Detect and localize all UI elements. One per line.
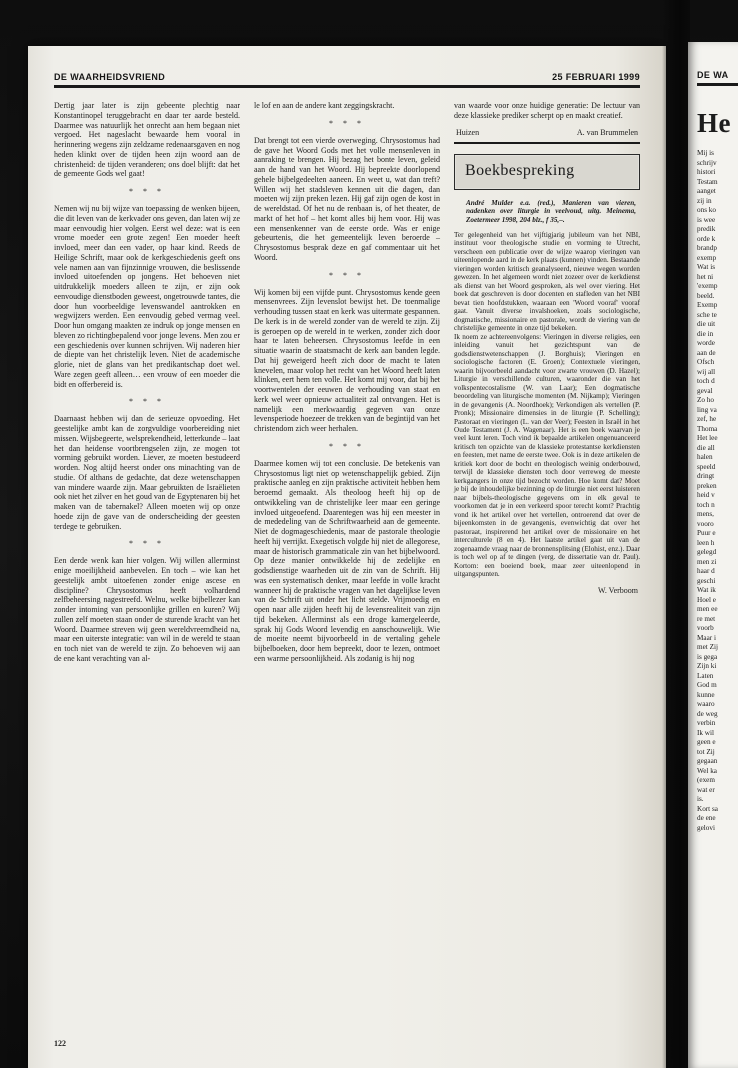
next-page-header-rule [697, 83, 738, 86]
section-separator: * * * [329, 441, 365, 451]
text-fragment: Het lee [697, 434, 718, 442]
paragraph: Dertig jaar later is zijn gebeente plechtig naar Konstantinopel teruggebracht en daar ter aarde besteld. Daarmee was natuurlijk het onrecht aan hem begaan niet vergoed. Het nageslacht bewaarde hem vooral in herinnering wegens zijn zeldzame redenaarsgaven en nog heden klinkt over de tijden heen zijn woord aan de christenheid: de tijden veranderen; ons doel blijft: dat het de gemeente Gods wel gaat! [54, 101, 240, 179]
paragraph: Wij komen bij een vijfde punt. Chrysostomus kende geen mensenvrees. Zijn levenslot bewijst het. De toenmalige verhouding tussen staat en kerk was uitermate gespannen. De kerk is in de wereld zonder van de wereld te zijn. Zij is geroepen op de wereld in te werken, zonder zich door haar te laten beheersen. Chrysostomus leefde in een situatie waarin de staatsmacht de kerk aan banden legde. Dat hij geweigerd heeft zich door de macht te laten knevelen, maar volop het recht van het Woord heeft laten klinken, eert hem ten volle. Het komt mij voor, dat bij het voortwentelen der eeuwen de verhouding van staat en kerk wel weer opnieuw actualiteit zal ontvangen. Het is namelijk een merkwaardig gegeven van onze levensperiode hoezeer de trekken van de begintijd van het christendom zich weer herhalen. [254, 287, 440, 433]
text-fragment: Hoel e [697, 595, 716, 604]
text-fragment: Exemp [697, 301, 718, 309]
text-fragment: Wat is [697, 263, 715, 271]
page-number: 122 [54, 1039, 66, 1048]
text-fragment: Mij is [697, 149, 714, 157]
text-fragment: histori [697, 168, 716, 176]
text-fragment: zij in [697, 196, 712, 205]
text-fragment: verbin [697, 719, 716, 727]
text-fragment: dringt [697, 472, 715, 480]
signature-line [456, 586, 638, 595]
text-fragment: is wee [697, 215, 716, 224]
text-fragment: is. [697, 795, 704, 803]
text-fragment: kunne [697, 690, 715, 699]
text-fragment: preken [697, 481, 717, 490]
text-fragment: Kort sa [697, 804, 718, 813]
issue-date: 25 FEBRUARI 1999 [552, 72, 640, 82]
book-citation: André Mulder e.a. (red.), Manieren van vieren, nadenken over liturgie in veelvoud, uitg. Meinema, Zoetermeer 1998, 204 blz., f 35,–. [466, 198, 636, 225]
signature-author: W. Verboom [598, 585, 638, 595]
text-fragment: (exem [697, 776, 715, 784]
text-fragment: sche te [697, 310, 717, 319]
text-fragment: geen e [697, 738, 716, 746]
text-fragment: gelovi [697, 823, 715, 832]
text-fragment: brandp [697, 244, 717, 252]
magazine-page [28, 46, 666, 1068]
text-fragment: voorb [697, 624, 714, 632]
text-fragment: beeld. [697, 291, 715, 300]
text-column-2 [254, 101, 440, 997]
paragraph: Ik noem ze achtereenvolgens: Vieringen in diverse religies, een inleiding vanuit het gezichtspunt van de godsdienstwetenschappen (J. Borghuis); Vieringen en sociologische factoren (E. Groen); Contextuele vieringen, waarin bijvoorbeeld aandacht voor zwarte vrouwen (D. Hazel); Liturgie in verschillende culturen, waaronder die van het volkspentecostalisme (W. van Laar); Een dogmatische beoordeling van liturgische momenten (M. Nijkamp); Vieringen in de gevangenis (A. Noordhoek); Verkondigen als vertellen (P. Pronk); Missionaire dimensies in de liturgie (P. Schelling); Pastoraat en vieringen (L. van der Veer); Feesten in Israël in het Oude Testament (J. A. Wagenaar). Het is een boek waarvan je veel kunt leren. Toch vind ik bepaalde artikelen ongenuanceerd kritisch ten opzichte van de klassieke protestantse kerkdiensten en feesten, met name de eerste twee. Ook is in deze artikelen de kritiek kort door de bocht en theologisch weinig onderbouwd, terwijl de klassieke diensten toch door verreweg de meeste kerkgangers in onze tijd bezocht worden. Hoe komt dat? Moet je bij de inhoudelijke bezinning op de liturgie niet eerst luisteren naar bijbels-theologische gegevens om in elk geval te voorkomen dat je in een verkeerd spoor terecht komt? Prachtig vond ik het artikel over het vertellen, ontroerend dat over de bijeenkomsten in de gevangenis, evenwichtig dat over het pastoraat, inspirerend het artikel over de missionaire en het interculturele (8 en 4). Het laatste artikel gaat uit van de zogenaamde vraag naar de bronnensplitsing (Elohist, enz.). Daar is toch wel op af te dingen (verg. de dissertatie van dr. Paul). Kortom: een boeiend boek, maar zeer uiteenlopend in uitgangspunten. [454, 332, 640, 579]
text-fragment: Zijn ki [697, 662, 717, 670]
text-fragment: gegaan [697, 757, 718, 765]
text-fragment: ling va [697, 405, 717, 414]
signature-place: Huizen [456, 127, 480, 137]
text-fragment: die all [697, 443, 715, 452]
text-fragment: leen h [697, 538, 715, 547]
paragraph: Dat brengt tot een vierde overweging. Chrysostomus had de gave het Woord Gods met het volle mensenleven in aanraking te brengen. Hij bezag het bonte leven, geleid aan de hand van het Woord. Hij bepreekte doorlopend gehele bijbelgedeelten aaneen. En weet u, wat dan treft? Willen wij het stadsleven kennen uit die dagen, dan moeten wij zijn preken lezen. Hij gaf zijn ogen de kost in de wereldstad. Of het nu de renbaan is, of het theater, de markt of het hof – het komt alles bij hem voor. Hij was een mensenkenner van de eerste orde. Was er enige gebeurtenis, die het gemeentelijk leven beroerde – Chrysostomus besprak deze en gaf commentaar uit het Woord. [254, 135, 440, 262]
text-fragment: haar d [697, 567, 715, 575]
signature-line [456, 128, 638, 137]
next-page-text-fragments [697, 149, 738, 833]
next-page-partial [688, 42, 738, 1068]
text-fragment: exemp [697, 253, 717, 262]
paragraph: Nemen wij nu bij wijze van toepassing de wenken bijeen, die dit leven van de kerkvader ons geven, dan laten wij ze maar eenvoudig hier volgen. Eerst wel deze: wat is een vrome moeder een grote zegen! Een moeder heeft invloed, meer dan een vader, op haar kind. Reeds de Heilige Schrift, maar ook de kerkgeschiedenis geeft ons vele namen aan van fijnzinnige vrouwen, die beslissende invloed uitoefenden op jongens. Het behoeven niet uitdrukkelijk moeders alleen te zijn, er zijn ook eenvoudige dienstboden geweest, ongetrouwde tantes, die door hun voorbeeldige levenswandel aantrokken en wegwijzers werden. Een eenvoudig gebed vermag veel. Door hun omgang maakten ze indruk op jonge mensen en bleven zo richtingbepalend voor jonge levens. Men zou er een geschiedenis over kunnen schrijven. Wij naderen hier de diepte van het christelijk leven. Niet de academische glorie, niet de glans van het predikantschap doet wel. Ware zegen geeft alleen… een vrouw of een moeder die bidt en offerbereid is. [54, 204, 240, 389]
column-divider-rule [454, 142, 640, 144]
text-fragment: aanget [697, 187, 716, 195]
section-separator: * * * [129, 187, 165, 196]
text-fragment: het ni [697, 272, 714, 281]
text-fragment: toch n [697, 500, 715, 509]
text-fragment: Ofsch [697, 358, 715, 366]
publication-title: DE WAARHEIDSVRIEND [54, 72, 166, 82]
text-fragment: schrijv [697, 158, 717, 167]
text-fragment: Laten [697, 671, 714, 680]
text-fragment: wat er [697, 785, 715, 794]
publication-title-clipped: DE WA [697, 70, 729, 80]
text-fragment: men ee [697, 605, 718, 613]
text-fragment: Testam [697, 177, 718, 186]
text-fragment: men zi [697, 557, 717, 566]
text-fragment: Ik wil [697, 728, 714, 737]
next-page-header [697, 70, 738, 80]
text-fragment: worde [697, 339, 715, 347]
section-title-boekbespreking: Boekbespreking [454, 154, 640, 190]
text-fragment: tot Zij [697, 747, 715, 756]
text-fragment: de weg [697, 709, 718, 718]
text-fragment: Wat ik [697, 586, 716, 594]
text-fragment: toch d [697, 377, 715, 385]
text-fragment: geval [697, 386, 713, 395]
text-fragment: is gega [697, 652, 718, 661]
section-separator: * * * [129, 397, 165, 407]
paragraph: le lof en aan de andere kant zeggingskracht. [254, 101, 395, 110]
text-fragment: gelegd [697, 548, 717, 556]
text-fragment: Wel ka [697, 766, 717, 775]
text-fragment: die uit [697, 320, 716, 328]
text-fragment: met Zij [697, 643, 718, 651]
text-fragment: God m [697, 681, 717, 689]
paragraph: Daarnaast hebben wij dan de serieuze opvoeding. Het geestelijke ambt kan de zorgvuldige voorbereiding niet missen. Wijsbegeerte, welsprekendheid, letterkunde – laat het dan heidense voortbrengselen zijn, ze mogen tot vorming gebruikt worden. Liever, ze moeten bestudeerd worden. Nog altijd heerst onder ons minachting van de studie. Of althans de gedachte, dat deze wetenschappen van mindere waarde zijn. Maar gebruikten de Israëlieten ook niet het zilver en het goud van de Egyptenaren bij het maken van de tabernakel? Alleen moeten wij op onze hoede zijn de gave van de onderscheiding der geesten terdege te gebruiken. [54, 414, 240, 531]
text-fragment: Thoma [697, 424, 718, 433]
section-separator: * * * [129, 539, 165, 549]
text-fragment: vooro [697, 519, 714, 528]
text-fragment: heid v [697, 491, 715, 499]
text-fragment: speeld [697, 462, 716, 471]
text-fragment: geschi [697, 576, 716, 585]
paragraph: Ter gelegenheid van het vijftigjarig jubileum van het NBI, instituut voor theologische studie en vorming te Utrecht, verscheen een publicatie over de wijze waarop vieringen van uiteenlopende aard in de kerk plaats (kunnen) vinden. Bestaande vieringen worden kritisch geanalyseerd, nieuwe wegen worden gewezen. In het algemeen wordt niet zozeer over de kerkdienst als dienst van het Woord gesproken, als wel over viering. Het boek dat geschreven is door docenten en stafleden van het NBI bevat tien hoofdstukken, waaraan een 'Woord vooraf' vooraf gaat. Vanuit diverse invalshoeken, zoals sociologische, dogmatische, missionaire en pastorale, wordt de viering van de christelijke gemeente in onze tijd bekeken. [454, 230, 640, 333]
signature-author: A. van Brummelen [576, 127, 638, 137]
text-fragment: die in [697, 329, 714, 338]
next-page-article-heading: He [697, 108, 731, 138]
paragraph: Daarmee komen wij tot een conclusie. De betekenis van Chrysostomus ligt niet op wetenschappelijk gebied. Zijn praktische aanleg en zijn praktische activiteit hebben hem beroemd gemaakt. Als theoloog heeft hij op de ontwikkeling van de christelijke leer maar een geringe invloed uitgeoefend. Daarentegen was hij een meester in de mededeling van de Schriftwaarheid aan de gemeente. Niet de dogmageschiedenis, maar de pastorale theologie heeft hij verrijkt. Exegetisch volgde hij niet de allegorese, maar de historisch grammaticale zin van het bijbelwoord. Op deze manier ontwikkelde hij de zedelijke en godsdienstige waarheden uit de zin van de Schrift. Hij was een systematisch denker, maar leefde in volle kracht wanneer hij de praktische vragen van het dagelijkse leven van de Schrift uit onder het licht stelde. Vrijmoedig en open naar alle zijden heeft hij de levensrealiteit van zijn tijd bekeken. Allerminst als een droge kamergeleerde, sprak hij Gods Woord levendig en aanschouwelijk. Wie de moeite neemt bijvoorbeeld in de vertaling gehele bijbelboeken, door hem bepreekt, door te lezen, ontmoet een warme persoonlijkheid. Als zodanig is hij nog [254, 458, 440, 663]
text-fragment: ons ko [697, 206, 716, 214]
text-fragment: 'exemp [697, 282, 718, 290]
header-rule [54, 85, 640, 88]
text-fragment: aan de [697, 348, 716, 357]
text-fragment: de ene [697, 814, 716, 822]
text-column-3 [454, 101, 640, 997]
text-column-1 [54, 101, 240, 997]
paragraph: van waarde voor onze huidige generatie: De lectuur van deze klassieke prediker scherpt op en maakt creatief. [454, 101, 640, 120]
text-fragment: re met [697, 614, 716, 623]
text-fragment: zef, he [697, 415, 717, 423]
text-fragment: Puur e [697, 529, 716, 537]
text-fragment: Maar i [697, 633, 716, 642]
text-fragment: orde k [697, 234, 716, 243]
page-header [54, 72, 640, 82]
paragraph: Een derde wenk kan hier volgen. Wij willen allerminst enige moeilijkheid aanbevelen. En toch – wie kan het geestelijk ambt uitoefenen zonder enige ascese en discipline? Chrysostomus heeft volhardend zelfbeheersing nagestreefd. Welnu, welke bijbellezer kan zonder intoming van persoonlijke grillen en kuren? Wij zullen zelf moeten staan onder de sturende kracht van het Woord. Daarmee streven wij geen wereldvreemdheid na, maar een uiterste integratie: van wil in de wereld te staan en toch niet van de wereld te zijn. Zo behoeven wij aan de ene kant verachting van al- [54, 556, 240, 663]
text-fragment: wij all [697, 367, 716, 376]
section-separator: * * * [329, 270, 365, 280]
text-fragment: halen [697, 453, 713, 461]
text-fragment: waaro [697, 700, 715, 708]
section-separator: * * * [329, 118, 365, 128]
text-fragment: Zo ho [697, 396, 714, 404]
article-columns [54, 101, 640, 997]
text-fragment: predik [697, 225, 716, 233]
page-gutter-shadow [662, 0, 690, 1068]
text-fragment: mens, [697, 510, 714, 518]
